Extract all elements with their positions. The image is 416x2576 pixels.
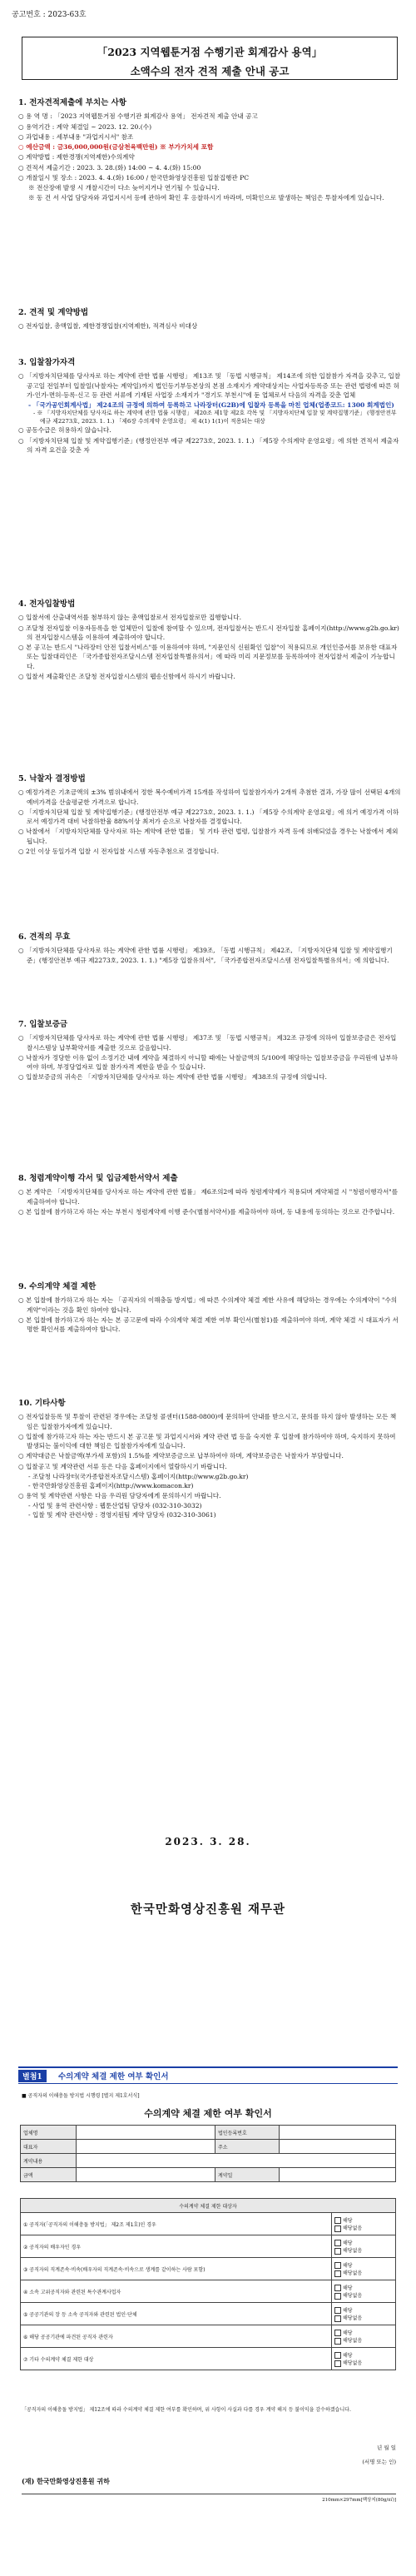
s1-item: ○ 계약방법 : 제한경쟁(지역제한)수의계약: [18, 153, 135, 162]
form-check-row: [21, 2235, 396, 2258]
form-check-row: [21, 2280, 396, 2303]
check-options[interactable]: [332, 2280, 396, 2303]
s4-item: ○ 본 공고는 반드시 "나라장터 안전 입찰서비스"를 이용하여야 하며, "지문인식 신원확인 입찰"이 적용되므로 개인인증서를 보유한 대표자 또는 입찰대리인은 「국가종합전자조달시스템 전자입찰특별유의서」에 따라 미리 지문정보를 등록하여야 전자입찰서 제출이 가능합니다.: [18, 644, 398, 670]
checkbox-icon[interactable]: [334, 2360, 341, 2367]
checkbox-icon[interactable]: [334, 2352, 341, 2359]
s5-item: ○ 「지방자치단체 입찰 및 계약집행기준」(행정안전부 예규 제2273호, 2023. 1. 1.) 「제5장 수의계약 운영요령」에 의거 예정가격 이하로서 예정가격 대비 낙찰하한율 88%이상 최저가 순으로 낙찰자를 결정합니다.: [18, 808, 399, 826]
check-no-label: 해당없음: [343, 2270, 363, 2276]
check-options[interactable]: [332, 2213, 396, 2235]
attachment-header: [18, 2066, 398, 2084]
section-7-title: 7. 입찰보증금: [18, 1020, 68, 1029]
attachment-label: 별첨1: [18, 2070, 47, 2082]
check-text: ③ 공직자의 직계존속·비속(배우자의 직계존속·비속으로 생계를 같이하는 사람 포함): [21, 2258, 332, 2280]
s5-item: ○ 2인 이상 동일가격 입찰 시 전자입찰 시스템 자동추첨으로 결정합니다.: [18, 848, 219, 856]
form-check-row: [21, 2213, 396, 2235]
s7-item: ○ 낙찰자가 정당한 이유 없이 소정기간 내에 계약을 체결하지 아니할 때에는 낙찰금액의 5/100에 해당하는 입찰보증금을 우리원에 납부하여야 하며, 부정당업자로 입찰 참가자격 제한을 받을 수 있습니다.: [18, 1053, 398, 1072]
form-field[interactable]: [77, 2140, 215, 2154]
checkbox-icon[interactable]: [334, 2285, 341, 2291]
section-9: [18, 1282, 401, 1335]
s4-item: ○ 조달청 전자입찰 이용자등록을 한 업체만이 입찰에 참여할 수 있으며, 전자입찰서는 반드시 전자입찰 홈페이지(http://www.g2b.go.kr)의 전자입찰시스템을 이용하여 제출하여야 합니다.: [18, 624, 399, 641]
check-text: ⑦ 기타 수의계약 체결 제한 대상: [21, 2348, 332, 2370]
check-text: ① 공직자(「공직자의 이해충돌 방지법」 제2조 제1호)인 경우: [21, 2213, 332, 2235]
check-options[interactable]: [332, 2235, 396, 2258]
check-no-label: 해당없음: [343, 2338, 363, 2344]
s10-contact: - 입찰 및 계약 관련사항 : 경영지원팀 계약 담당자 (032-310-3061): [28, 1511, 216, 1519]
checkbox-icon[interactable]: [334, 2338, 341, 2345]
check-options[interactable]: [332, 2325, 396, 2348]
section-5: [18, 774, 401, 857]
checkbox-icon[interactable]: [334, 2270, 341, 2277]
form-label: 법인등록번호: [215, 2126, 280, 2140]
section-3: [18, 358, 401, 455]
s5-item: ○ 낙찰에서 「지방자치단체를 당사자로 하는 계약에 관한 법률」 및 기타 관련 법령, 입찰참가 자격 등에 위배되었을 경우는 낙찰에서 제외됩니다.: [18, 828, 399, 845]
s3-item: ○ 공동수급은 허용하지 않습니다.: [18, 426, 111, 435]
form-field[interactable]: [280, 2168, 396, 2182]
form-row: [21, 2168, 396, 2182]
s10-link[interactable]: - 조달청 나라장터(국가종합전자조달시스템) 홈페이지(http://www.g2b.go.kr): [28, 1473, 249, 1481]
s10-item: ○ 전자입찰등록 및 투찰이 관련된 경우에는 조달청 콜센터(1588-0800)에 문의하여 안내를 받으시고, 문의를 하지 않아 발생하는 모든 책임은 입찰참가자에게 있습니다.: [18, 1413, 397, 1430]
title-line2: 소액수의 전자 견적 제출 안내 공고: [130, 65, 290, 77]
s3-sub: - 「국가공인회계사법」 제24조의 규정에 의하여 등록하고 나라장터(G2B)에 입찰자 등록을 마친 업체(업종코드: 1300 회계법인): [28, 401, 394, 410]
s9-item: ○ 본 입찰에 참가하고자 하는 자는 「공직자의 이해충돌 방지법」에 따른 수의계약 체결 제한 사유에 해당하는 경우에는 수의계약이 "수의계약"이라는 것을 확인 하여야 합니다.: [18, 1296, 398, 1314]
s8-item: ○ 본 계약은 「지방자치단체를 당사자로 하는 계약에 관한 법률」 제6조의2에 따라 청렴계약제가 적용되며 계약체결 시 "청렴이행각서"를 제출하여야 합니다.: [18, 1188, 399, 1206]
section-1-title: 1. 전자견적제출에 부치는 사항: [18, 98, 126, 107]
form-title: 수의계약 체결 제한 여부 확인서: [144, 2108, 272, 2119]
form-field[interactable]: [77, 2168, 215, 2182]
section-10-title: 10. 기타사항: [18, 1399, 66, 1408]
form-check-table: [20, 2198, 396, 2370]
s10-contact: - 사업 및 용역 관련사항 : 웹툰산업팀 담당자 (032-310-3032): [28, 1501, 202, 1509]
issuing-organization: 한국만화영상진흥원 재무관: [130, 1902, 286, 1917]
form-label: 업체명: [21, 2126, 77, 2140]
section-3-title: 3. 입찰참가자격: [18, 358, 76, 367]
s4-item: ○ 입찰서에 산출내역서를 첨부하지 않는 총액입찰로서 전자입찰로만 집행합니다.: [18, 614, 242, 622]
check-text: ② 공직자의 배우자인 경우: [21, 2235, 332, 2258]
form-label: 주소: [215, 2140, 280, 2154]
form-label: 계약일: [215, 2168, 280, 2182]
attachment-title: 수의계약 체결 제한 여부 확인서: [58, 2072, 169, 2081]
form-check-row: [21, 2325, 396, 2348]
section-4: [18, 599, 401, 682]
check-no-label: 해당없음: [343, 2293, 363, 2299]
s3-note: - ※ 「지방자치단체를 당사자로 하는 계약에 관한 법률 시행령」 제20조 제1항 제2호 각목 및 「지방자치단체 입찰 및 계약집행기준」 (행정안전부 예규 제2273호, 2023. 1. 1.) 「제6장 수의계약 운영요령」 제 4(1) 1(1)이 적용되는 대상: [33, 410, 397, 425]
s3-item: ○ 「지방자치단체 입찰 및 계약집행기준」(행정안전부 예규 제2273호, 2023. 1. 1.) 「제5장 수의계약 운영요령」에 의한 견적서 제출자의 자격 요건을 갖춘 자: [18, 436, 399, 455]
form-caption: ■ 공직자의 이해충돌 방지법 시행령 [별지 제1호서식]: [22, 2093, 140, 2099]
form-field[interactable]: [77, 2154, 396, 2168]
notice-number: 공고번호 : 2023-63호: [12, 11, 87, 19]
s1-item: ○ 과업내용 : 세부내용 "과업지시서" 참조: [18, 132, 134, 141]
check-options[interactable]: [332, 2258, 396, 2280]
check-no-label: 해당없음: [343, 2360, 363, 2366]
checkbox-icon[interactable]: [334, 2293, 341, 2300]
section-8-title: 8. 청렴계약이행 각서 및 입금제한서약서 제출: [18, 1174, 178, 1183]
checkbox-icon[interactable]: [334, 2225, 341, 2232]
s10-item: ○ 용역 및 계약관련 사항은 다음 우리원 담당자에게 문의하시기 바랍니다.: [18, 1491, 221, 1499]
check-yes-label: 해당: [343, 2217, 353, 2224]
form-row: [21, 2126, 396, 2140]
s8-item: ○ 본 입찰에 참가하고자 하는 자는 부천시 청렴계약제 이행 준수(별첨서약서)를 제출하여야 하며, 동 내용에 동의하는 것으로 간주합니다.: [18, 1207, 395, 1216]
check-yes-label: 해당: [343, 2240, 353, 2246]
title-line1: 「2023 지역웹툰거점 수행기관 회계감사 용역」: [97, 46, 323, 58]
form-footer: 210mm×297mm[백상지(80g/㎡)]: [22, 2494, 396, 2503]
section-2-title: 2. 견적 및 계약방법: [18, 308, 89, 317]
s10-item: ○ 입찰공고 및 계약관련 서류 등은 다음 홈페이지에서 열람하시기 바랍니다.: [18, 1462, 227, 1470]
check-yes-label: 해당: [343, 2307, 353, 2314]
title-box: [22, 37, 398, 80]
s1-item: ○ 견적서 제출기간 : 2023. 3. 28.(화) 14:00 ~ 4. 4.(화) 15:00: [18, 163, 201, 172]
form-check-header: [21, 2199, 396, 2213]
section-10: [18, 1399, 401, 1520]
s3-item: ○ 「지방자치단체를 당사자로 하는 계약에 관한 법률 시행령」 제13조 및 「동법 시행규칙」 제14조에 의한 입찰참가 자격을 갖추고, 입찰공고일 전일부터 입찰일(낙찰자는 계약일)까지 법인등기부등본상의 본점 소재지가 계약대상지는 사업자등록증 또는 관련 법령에 따른 허가·인가·면허·등록·신고 등 관련 서류에 기재된 사업장 소재지가 "경기도 부천시"에 둔 업체로서 다음의 자격을 갖춘 업체: [18, 372, 401, 399]
checkbox-icon[interactable]: [334, 2330, 341, 2336]
check-no-label: 해당없음: [343, 2248, 363, 2254]
s1-item: ○ 용역기간 : 계약 체결일 ~ 2023. 12. 20.(수): [18, 122, 152, 131]
check-text: ④ 소속 고위공직자와 관련된 특수관계사업자: [21, 2280, 332, 2303]
form-recipient: (재) 한국만화영상진흥원 귀하: [22, 2477, 110, 2485]
check-yes-label: 해당: [343, 2285, 353, 2291]
check-no-label: 해당없음: [343, 2315, 363, 2321]
s7-item: ○ 입찰보증금의 귀속은 「지방자치단체를 당사자로 하는 계약에 관한 법률 시행령」 제38조의 규정에 의합니다.: [18, 1073, 327, 1082]
check-options[interactable]: [332, 2303, 396, 2325]
s10-link[interactable]: - 한국만화영상진흥원 홈페이지(http://www.komacon.kr): [28, 1482, 194, 1490]
checkbox-icon[interactable]: [334, 2262, 341, 2269]
form-label: 대표자: [21, 2140, 77, 2154]
s7-item: ○ 「지방자치단체를 당사자로 하는 계약에 관한 법률 시행령」 제37조 및 「동법 시행규칙」 제32조 규정에 의하여 입찰보증금은 전자입찰시스템상 납부확약서를 제출한 것으로 갈음합니다.: [18, 1034, 397, 1052]
check-text: ⑥ 해당 공공기관에 파견된 공직자 관련자: [21, 2325, 332, 2348]
form-check-row: [21, 2303, 396, 2325]
s9-item: ○ 본 입찰에 참가하고자 하는 자는 본 공고문에 따라 수의계약 체결 제한 여부 확인서(별첨1)를 제출하여야 하며, 계약 체결 시 대표자가 서명한 확인서를 제출하여야 합니다.: [18, 1315, 399, 1334]
checkbox-icon[interactable]: [334, 2315, 341, 2322]
section-6: [18, 932, 401, 966]
form-label: 금액: [21, 2168, 77, 2182]
section-8: [18, 1174, 401, 1217]
section-5-title: 5. 낙찰자 결정방법: [18, 774, 86, 783]
s1-note: ※ 동 건 서 사업 담당자와 과업지시서 등에 관하여 확인 후 응찰하시기 바라며, 미확인으로 발생하는 책임은 투찰자에게 있습니다.: [28, 193, 384, 201]
check-options[interactable]: [332, 2348, 396, 2370]
checkbox-icon[interactable]: [334, 2248, 341, 2255]
section-6-title: 6. 견적의 무효: [18, 932, 71, 942]
section-9-title: 9. 수의계약 체결 제한: [18, 1282, 97, 1291]
form-check-row: [21, 2258, 396, 2280]
s10-item: ○ 입찰에 참가하고자 하는 자는 반드시 본 공고문 및 과업지시서와 계약 관련 법 등을 숙지한 후 입찰에 참가하여야 하며, 숙지하지 못하여 발생되는 불이익에 대한 책임은 입찰참가자에게 있습니다.: [18, 1432, 396, 1450]
s1-item: ○ 예산금액 : 금36,000,000원(금삼천육백만원) ※ 부가가치세 포함: [18, 143, 214, 152]
form-field[interactable]: [77, 2126, 215, 2140]
s1-item: ○ 용 역 명 : 「2023 지역웹툰거점 수행기관 회계감사 용역」 전자견적 제출 안내 공고: [18, 112, 258, 121]
s2-item: ○ 전자입찰, 총액입찰, 제한경쟁입찰(지역제한), 적격심사 비대상: [18, 322, 198, 331]
form-check-row: [21, 2348, 396, 2370]
s1-item: ○ 개찰일시 및 장소 : 2023. 4. 4.(화) 16:00 / 한국만화영상진흥원 입찰집행관 PC: [18, 174, 250, 182]
s4-item: ○ 입찰서 제출확인은 조달청 전자입찰시스템의 웹송신함에서 하시기 바랍니다.: [18, 673, 235, 681]
form-field[interactable]: [280, 2126, 396, 2140]
form-label: 계약내용: [21, 2154, 77, 2168]
section-7: [18, 1020, 401, 1083]
sign-date: 년 월 일: [377, 2444, 396, 2451]
notice-date: 2023. 3. 28.: [165, 1836, 251, 1847]
check-no-label: 해당없음: [343, 2225, 363, 2231]
form-field[interactable]: [280, 2140, 396, 2154]
check-yes-label: 해당: [343, 2330, 353, 2336]
form-note: 「공직자의 이해충돌 방지법」 제12조에 따라 수의계약 체결 제한 여부를 확인하며, 위 사항이 사실과 다를 경우 계약 해지 등 불이익을 감수하겠습니다.: [22, 2407, 351, 2413]
section-2: [18, 308, 401, 332]
checkbox-icon[interactable]: [334, 2240, 341, 2246]
form-row: [21, 2140, 396, 2154]
check-text: ⑤ 공공기관의 장 등 소속 공직자와 관련된 법인·단체: [21, 2303, 332, 2325]
s6-item: ○ 「지방자치단체를 당사자로 하는 계약에 관한 법률 시행령」 제39조, 「동법 시행규칙」 제42조, 「지방자치단체 입찰 및 계약집행기준」(행정안전부 예규 제2273호, 2023. 1. 1.) "제5장 입찰유의서", 「국가종합전자조달시스템 전자입찰특별유의서」에 의합니다.: [18, 947, 393, 964]
check-table-title: 수의계약 체결 제한 대상자: [21, 2199, 396, 2213]
sign-label[interactable]: (서명 또는 인): [362, 2459, 396, 2465]
s5-item: ○ 예정가격은 기초금액의 ±3% 범위내에서 정한 복수예비가격 15개를 작성하여 입찰참가자가 2개씩 추첨한 결과, 가장 많이 선택된 4개의 예비가격을 산술평균한 가격으로 합니다.: [18, 788, 401, 806]
checkbox-icon[interactable]: [334, 2307, 341, 2314]
s10-item: ○ 계약대금은 낙찰금액(부가세 포함)의 1.5%를 계약보증금으로 납부하여야 하며, 계약보증금은 낙찰자가 부담합니다.: [18, 1452, 344, 1460]
form-row: [21, 2154, 396, 2168]
checkbox-icon[interactable]: [334, 2217, 341, 2224]
check-yes-label: 해당: [343, 2352, 353, 2359]
section-1: [18, 98, 401, 202]
s1-note: ※ 전산장애 발생 시 개찰시간이 다소 늦어지거나 연기될 수 있습니다.: [28, 184, 220, 192]
section-4-title: 4. 전자입찰방법: [18, 599, 76, 609]
check-yes-label: 해당: [343, 2262, 353, 2269]
form-info-table: [20, 2125, 396, 2182]
